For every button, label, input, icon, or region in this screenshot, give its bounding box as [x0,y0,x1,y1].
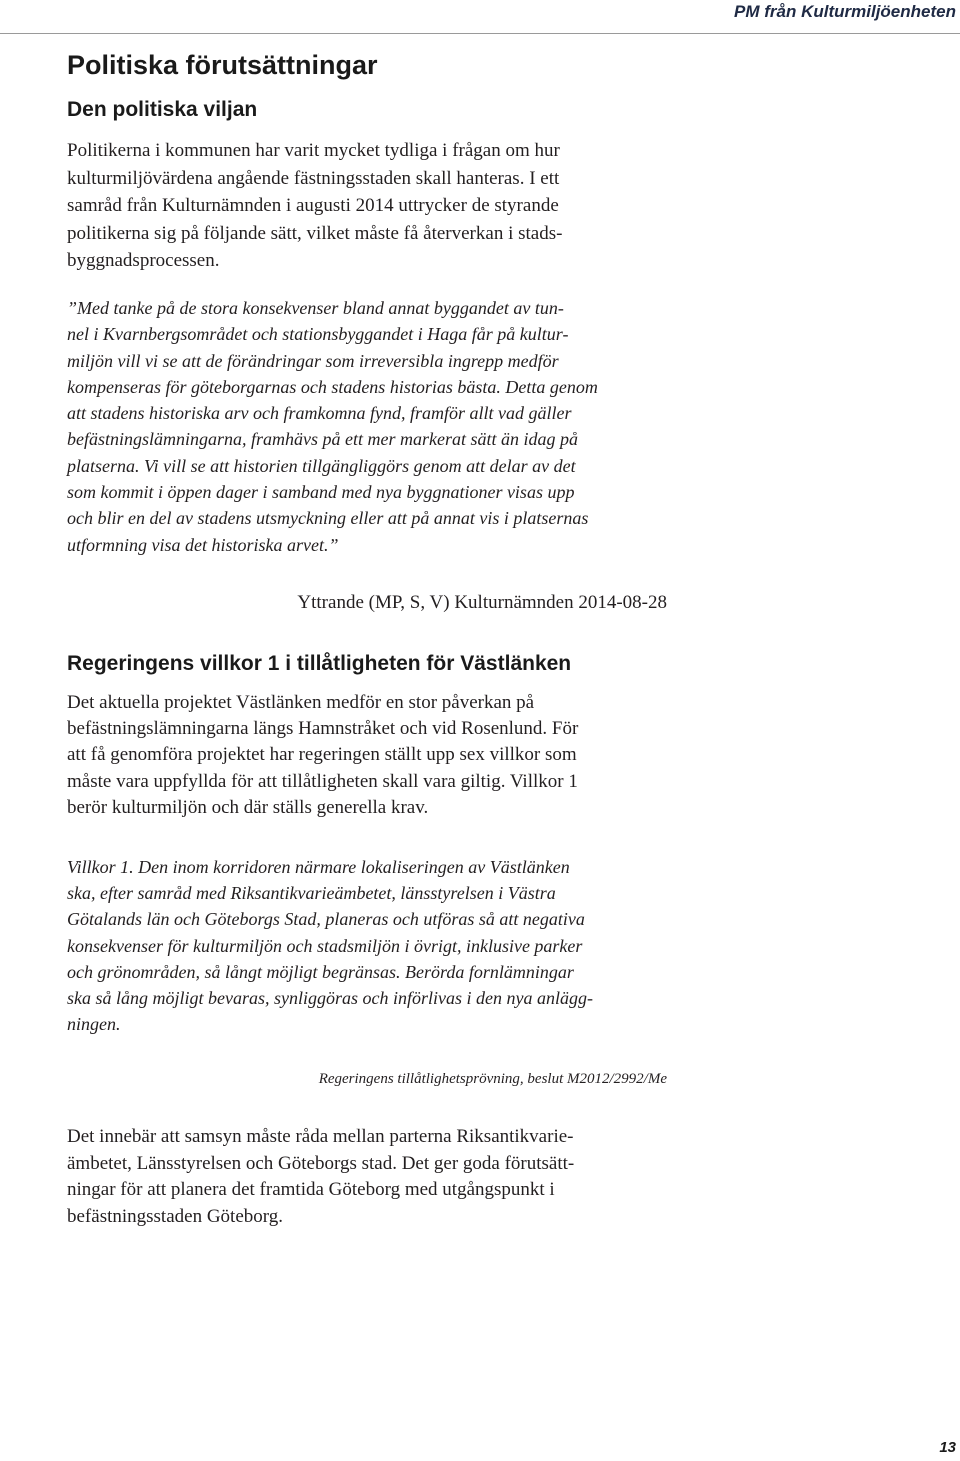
text-line: byggnadsprocessen. [67,250,220,271]
quote-line: och grönområden, så långt möjligt begränsas. Berörda fornlämningar [67,961,574,982]
header-divider [0,33,960,34]
quote-line: nel i Kvarnbergsområdet och stationsbyggandet i Haga får på kultur- [67,324,569,345]
quote-line: ningen. [67,1014,121,1035]
text-line: berör kulturmiljön och där ställs generella krav. [67,796,429,818]
quote-line: konsekvenser för kulturmiljön och stadsmiljön i övrigt, inklusive parker [67,935,583,956]
text-line: befästningsstaden Göteborg. [67,1205,283,1227]
quote-line: som kommit i öppen dager i samband med nya byggnationer visas upp [67,482,575,503]
quote-line: kompenseras för göteborgarnas och stadens historias bästa. Detta genom [67,376,598,397]
quote-line: att stadens historiska arv och framkomna fynd, framför allt vad gäller [67,403,572,424]
intro-paragraph [67,137,667,275]
text-line: samråd från Kulturnämnden i augusti 2014 uttrycker de styrande [67,195,559,216]
subsection-title-viljan: Den politiska viljan [67,98,258,121]
quote-line: platserna. Vi vill se att historien tillgängliggörs genom att delar av det [67,455,576,476]
quote-line: ska, efter samråd med Riksantikvarieämbetet, länsstyrelsen i Västra [67,883,556,904]
text-line: att få genomföra projektet har regeringen ställt upp sex villkor som [67,744,577,766]
text-line: ningar för att planera det framtida Göteborg med utgångspunkt i [67,1179,555,1200]
quote-line: utformning visa det historiska arvet.” [67,534,339,555]
text-line: Politikerna i kommunen har varit mycket tydliga i frågan om hur [67,140,560,161]
text-line: måste vara uppfyllda för att tillåtligheten skall vara giltig. Villkor 1 [67,770,578,792]
quote-line: Villkor 1. Den inom korridoren närmare lokaliseringen av Västlänken [67,857,570,877]
section-title-politiska: Politiska förutsättningar [67,50,378,80]
quote-line: ”Med tanke på de stora konsekvenser bland annat byggandet av tun- [67,298,564,318]
closing-paragraph [67,1124,667,1230]
villkor-attribution: Regeringens tillåtlighetsprövning, beslut M2012/2992/Me [318,1071,667,1087]
quote-line: Götalands län och Göteborgs Stad, planeras och utföras så att negativa [67,909,585,930]
text-line: Det innebär att samsyn måste råda mellan parterna Riksantikvarie- [67,1126,574,1147]
villkor-1-quote [67,854,667,1037]
section-title-villkor: Regeringens villkor 1 i tillåtligheten för Västlänken [67,652,572,675]
quote-line: befästningslämningarna, framhävs på ett mer markerat sätt än idag på [67,429,578,450]
page-number: 13 [939,1439,956,1456]
quote-line: miljön vill vi se att de förändringar som irreversibla ingrepp medför [67,350,559,371]
quote-line: och blir en del av stadens utsmyckning eller att på annat vis i platsernas [67,508,589,529]
text-line: befästningslämningarna längs Hamnstråket och vid Rosenlund. För [67,718,579,740]
quote-attribution: Yttrande (MP, S, V) Kulturnämnden 2014-08-28 [297,592,667,613]
vastlanken-paragraph [67,690,667,821]
politician-quote [67,295,667,558]
text-line: kulturmiljövärdena angående fästningsstaden skall hanteras. I ett [67,167,560,189]
quote-line: ska så lång möjligt bevaras, synliggöras och införlivas i den nya anlägg- [67,988,593,1009]
text-line: Det aktuella projektet Västlänken medför en stor påverkan på [67,692,535,713]
running-header: PM från Kulturmiljöenheten [734,2,956,21]
text-line: politikerna sig på följande sätt, vilket måste få återverkan i stads- [67,222,563,244]
text-line: ämbetet, Länsstyrelsen och Göteborgs stad. Det ger goda förutsätt- [67,1152,575,1174]
